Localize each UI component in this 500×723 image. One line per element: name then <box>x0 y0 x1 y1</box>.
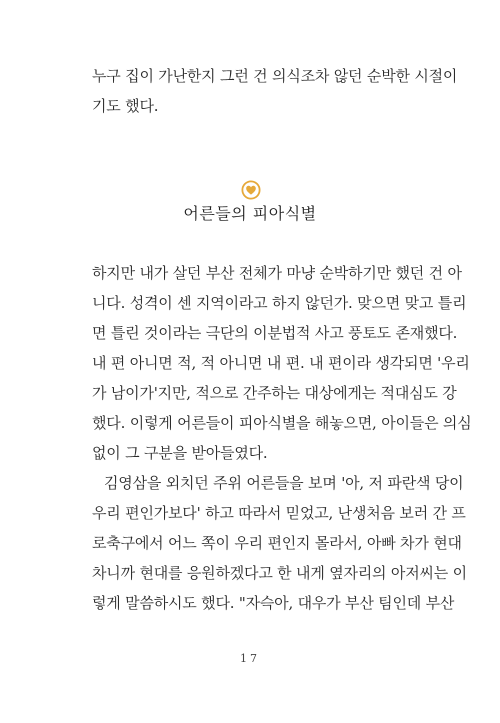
body-line: 김영삼을 외치던 주위 어른들을 보며 '아, 저 파란색 당이 <box>104 474 464 492</box>
body-line: 면 틀린 것이라는 극단의 이분법적 사고 풍토도 존재했다. <box>92 324 458 342</box>
body-line: 했다. 이렇게 어른들이 피아식별을 해놓으면, 아이들은 의심 <box>92 414 472 432</box>
body-line: 없이 그 구분을 받아들였다. <box>92 444 268 462</box>
body-line: 가 남이가'지만, 적으로 간주하는 대상에게는 적대심도 강 <box>92 384 457 402</box>
body-line: 렇게 말씀하시도 했다. "자슥아, 대우가 부산 팀인데 부산 <box>92 594 455 612</box>
body-line: 차니까 현대를 응원하겠다고 한 내게 옆자리의 아저씨는 이 <box>92 564 467 582</box>
body-line: 내 편 아니면 적, 적 아니면 내 편. 내 편이라 생각되면 '우리 <box>92 354 470 372</box>
body-line: 로축구에서 어느 쪽이 우리 편인지 몰라서, 아빠 차가 현대 <box>92 534 462 552</box>
intro-line: 누구 집이 가난한지 그런 건 의식조차 않던 순박한 시절이 <box>92 67 458 85</box>
body-line: 하지만 내가 살던 부산 전체가 마냥 순박하기만 했던 건 아 <box>92 264 462 282</box>
heart-in-circle-icon <box>241 180 261 200</box>
section-title: 어른들의 피아식별 <box>183 204 317 223</box>
page-number: 17 <box>240 652 260 665</box>
intro-line: 기도 했다. <box>92 97 159 115</box>
body-line: 니다. 성격이 센 지역이라고 하지 않던가. 맞으면 맞고 틀리 <box>92 294 467 312</box>
body-line: 우리 편인가보다' 하고 따라서 믿었고, 난생처음 보러 간 프 <box>92 504 466 522</box>
